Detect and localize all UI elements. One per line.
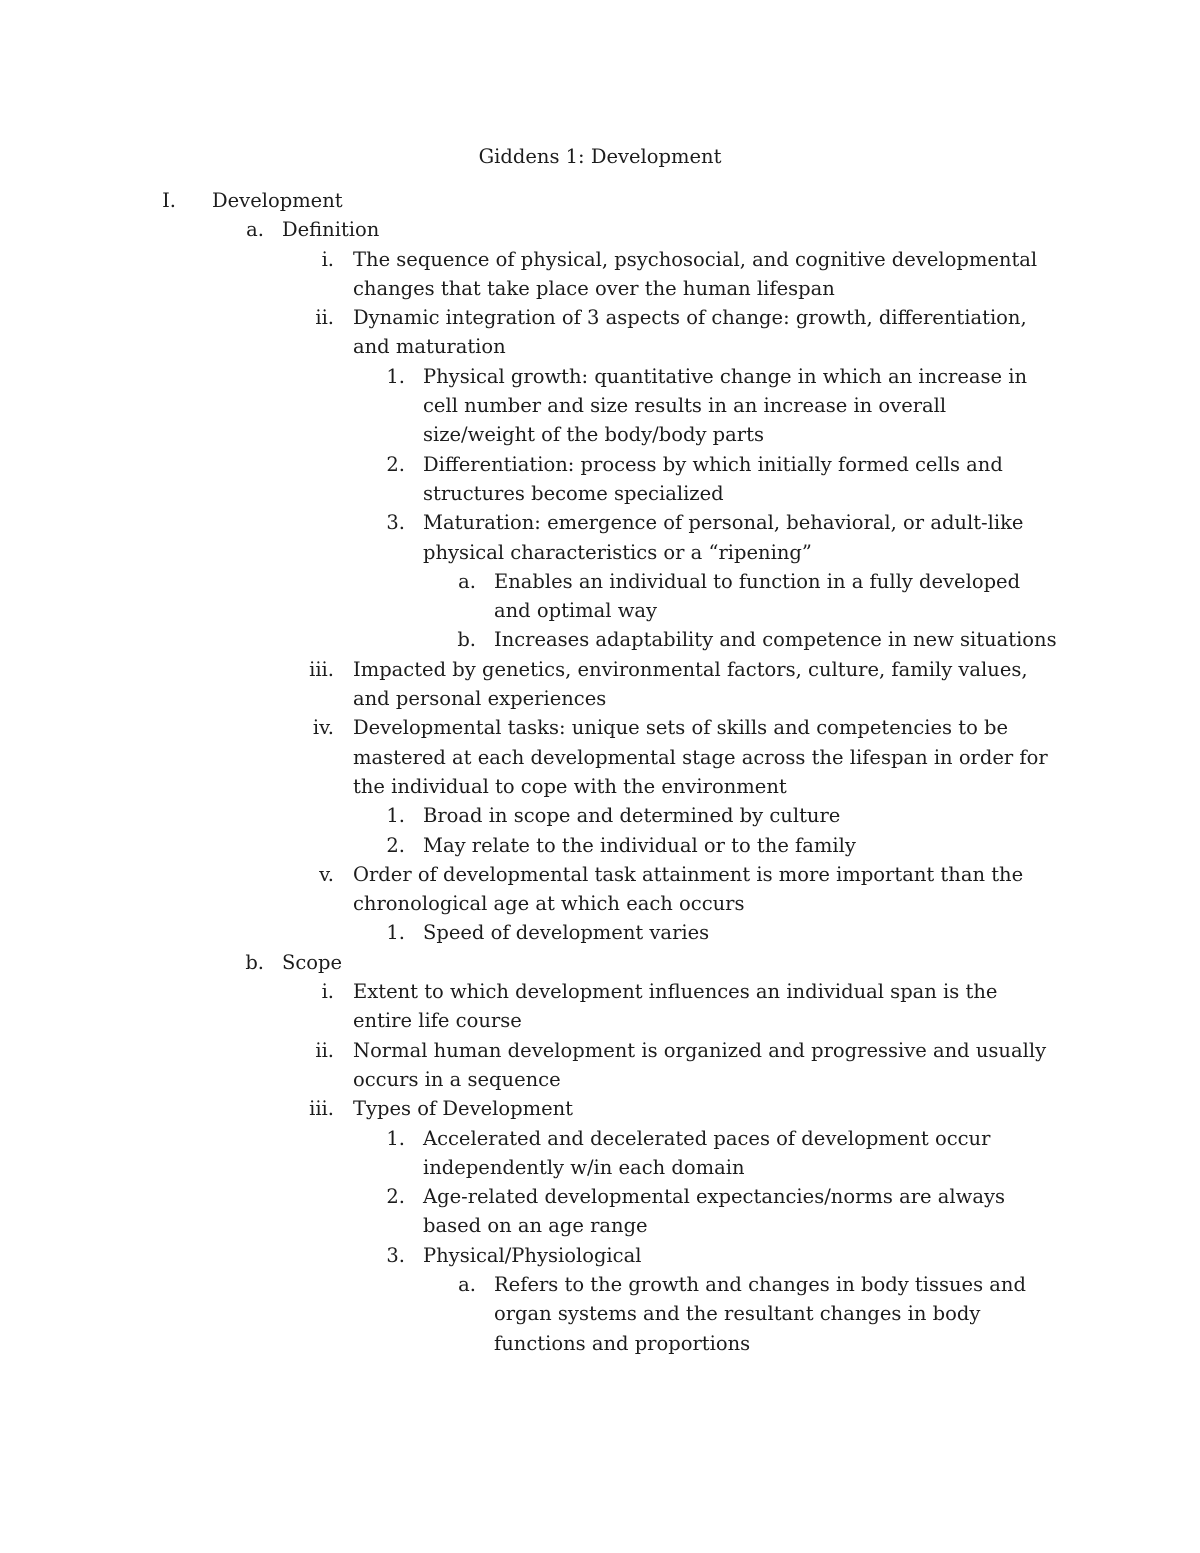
outline-item-marker: iv. bbox=[312, 716, 334, 740]
outline-item-text: Developmental tasks: unique sets of skills and competencies to be mastered at each developmental stage across the lifespan in order for the individual to cope with the environment bbox=[353, 716, 1048, 798]
outline-item bbox=[0, 245, 1200, 304]
outline-item-text: The sequence of physical, psychosocial, and cognitive developmental changes that take place over the human lifespan bbox=[353, 247, 1038, 300]
outline-item-marker: I. bbox=[162, 189, 176, 212]
outline-item-marker: ii. bbox=[315, 306, 334, 330]
outline-item-marker: i. bbox=[321, 980, 334, 1004]
page-title: Giddens 1: Development bbox=[478, 145, 722, 168]
outline-item bbox=[0, 450, 1200, 509]
outline-item-text: Scope bbox=[282, 950, 343, 974]
outline-item bbox=[0, 948, 1200, 977]
outline-item-marker: 1. bbox=[386, 921, 405, 945]
outline-item bbox=[0, 1094, 1200, 1123]
outline-item-text: Extent to which development influences an individual span is the entire life course bbox=[353, 980, 998, 1033]
outline-item bbox=[0, 977, 1200, 1036]
outline-item bbox=[0, 655, 1200, 714]
outline-item-marker: ii. bbox=[315, 1038, 334, 1062]
outline-item-text: Physical growth: quantitative change in which an increase in cell number and size results in an increase in overall size/weight of the body/body parts bbox=[423, 364, 1028, 447]
outline-item bbox=[0, 1182, 1200, 1241]
outline-item-text: Types of Development bbox=[353, 1097, 574, 1121]
outline-item-marker: 2. bbox=[386, 1185, 405, 1209]
outline-item-text: Age-related developmental expectancies/norms are always based on an age range bbox=[423, 1185, 1005, 1238]
outline-item-text: Broad in scope and determined by culture bbox=[423, 804, 841, 828]
outline-item-marker: iii. bbox=[309, 1097, 334, 1121]
outline-list bbox=[0, 186, 1200, 1358]
outline-item-text: Development bbox=[212, 189, 343, 212]
outline-item bbox=[0, 1241, 1200, 1270]
outline-item-text: Physical/Physiological bbox=[423, 1243, 642, 1267]
outline-item-text: Differentiation: process by which initially formed cells and structures become specialized bbox=[423, 452, 1003, 505]
outline-item-text: May relate to the individual or to the family bbox=[423, 833, 856, 857]
outline-item-marker: 1. bbox=[386, 364, 405, 388]
outline-item-text: Definition bbox=[282, 218, 380, 242]
outline-item bbox=[0, 1270, 1200, 1358]
outline-item-marker: a. bbox=[458, 569, 476, 593]
outline-item bbox=[0, 1124, 1200, 1183]
outline-item bbox=[0, 860, 1200, 919]
outline-item-marker: v. bbox=[319, 862, 334, 886]
outline-item-text: Normal human development is organized and progressive and usually occurs in a sequence bbox=[353, 1038, 1047, 1091]
outline-item-marker: 2. bbox=[386, 452, 405, 476]
outline-item bbox=[0, 625, 1200, 654]
outline-item bbox=[0, 362, 1200, 450]
outline-item bbox=[0, 713, 1200, 801]
outline-item-text: Order of developmental task attainment is more important than the chronological age at which each occurs bbox=[353, 862, 1024, 916]
outline-item-marker: iii. bbox=[309, 657, 334, 681]
outline-item-text: Maturation: emergence of personal, behavioral, or adult-like physical characteristics or a “ripening” bbox=[423, 511, 1024, 564]
outline-item bbox=[0, 303, 1200, 362]
outline-item-marker: 2. bbox=[386, 833, 405, 857]
outline-item-marker: 3. bbox=[386, 1243, 405, 1267]
outline-item bbox=[0, 1036, 1200, 1095]
outline-item-marker: i. bbox=[321, 247, 334, 271]
outline-item-marker: b. bbox=[245, 950, 264, 974]
outline-item-marker: 3. bbox=[386, 511, 405, 535]
outline-item bbox=[0, 508, 1200, 567]
outline-item bbox=[0, 567, 1200, 626]
outline-item-text: Refers to the growth and changes in body tissues and organ systems and the resultant changes in body functions and proportions bbox=[494, 1272, 1026, 1355]
outline-item bbox=[0, 215, 1200, 244]
outline-item-text: Dynamic integration of 3 aspects of change: growth, differentiation, and maturation bbox=[353, 306, 1027, 359]
outline-item-marker: a. bbox=[458, 1272, 476, 1296]
outline-item-text: Speed of development varies bbox=[423, 921, 710, 945]
outline-item bbox=[0, 801, 1200, 830]
outline-item-marker: a. bbox=[246, 218, 264, 242]
outline-item-text: Increases adaptability and competence in new situations bbox=[494, 628, 1057, 652]
outline-item bbox=[0, 186, 1200, 215]
outline-item bbox=[0, 831, 1200, 860]
outline-item bbox=[0, 918, 1200, 947]
outline-item-text: Accelerated and decelerated paces of development occur independently w/in each domain bbox=[423, 1126, 991, 1179]
outline-item-marker: 1. bbox=[386, 804, 405, 828]
outline-item-marker: 1. bbox=[386, 1126, 405, 1150]
outline-item-marker: b. bbox=[457, 628, 476, 652]
outline-item-text: Enables an individual to function in a fully developed and optimal way bbox=[494, 569, 1021, 623]
outline-item-text: Impacted by genetics, environmental factors, culture, family values, and personal experiences bbox=[353, 657, 1028, 711]
